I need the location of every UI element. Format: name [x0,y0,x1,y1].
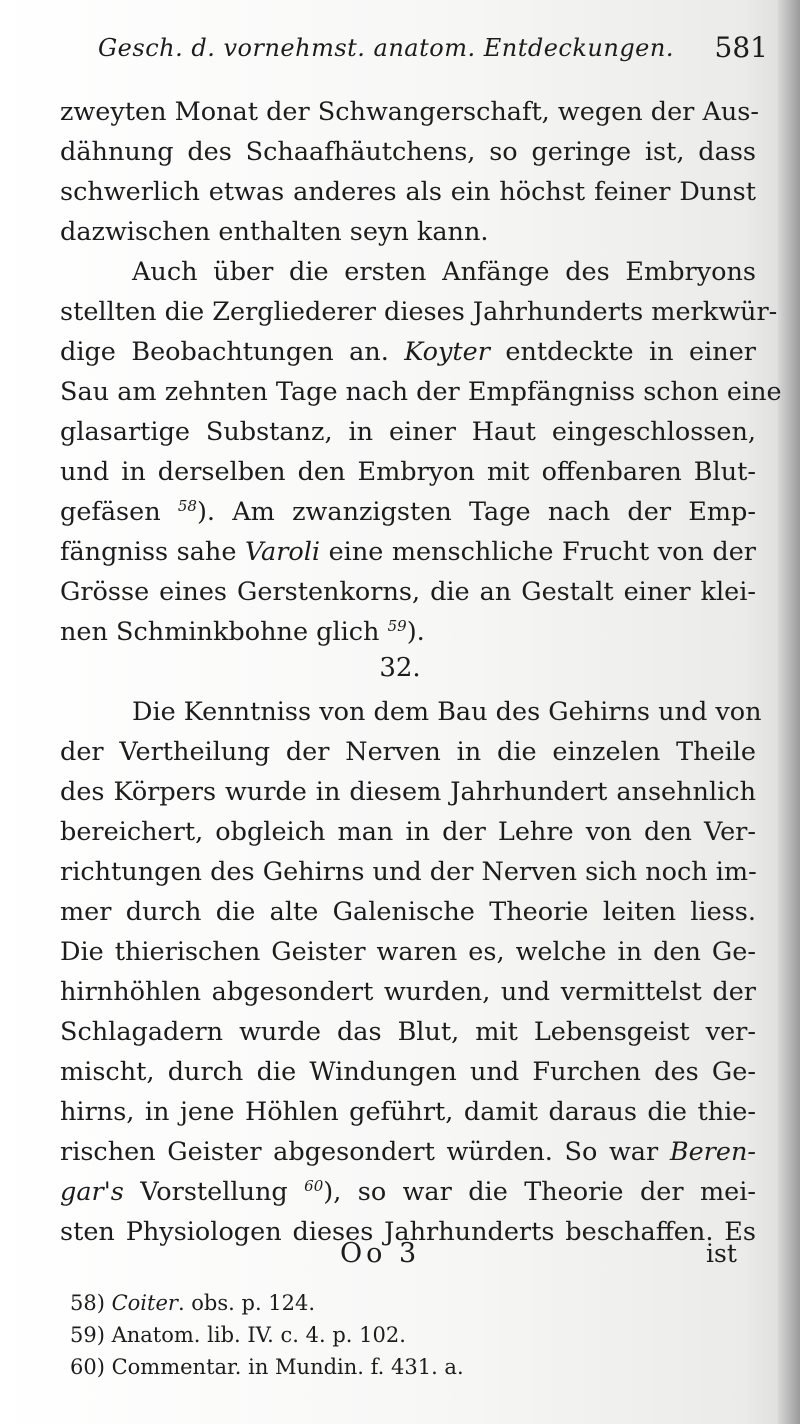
italic-name: Koyter [404,337,490,367]
text-line [60,452,756,492]
italic-name: Varoli [244,537,321,567]
text-run: stellten die Zergliederer dieses Jahrhunderts merkwür- [60,297,778,327]
text-run: . obs. p. 124. [177,1291,316,1315]
text-line [60,252,756,292]
text-run: Die Kenntniss von dem Bau des Gehirns und von [132,697,762,727]
text-run: richtungen des Gehirns und der Nerven sich noch im- [60,857,757,887]
footnote-number: 58) [70,1291,112,1315]
text-line [60,892,756,932]
text-run: hirns, in jene Höhlen geführt, damit daraus die thie- [60,1097,756,1127]
footnote [70,1350,670,1384]
text-run: Sau am zehnten Tage nach der Empfängniss schon eine [60,377,782,407]
text-line [60,812,756,852]
text-line [60,1172,756,1212]
text-run: ). Am zwanzigsten Tage nach der Emp- [196,497,756,527]
text-run: gefäsen [60,497,178,527]
footnote-reference: 58 [177,497,197,515]
text-run: und in derselben den Embryon mit offenbaren Blut- [60,457,756,487]
text-line [60,332,756,372]
text-run: der Vertheilung der Nerven in die einzelen Theile [60,737,756,767]
text-run: Vorstellung [123,1177,305,1207]
text-line [60,132,756,172]
text-run: mer durch die alte Galenische Theorie leiten liess. [60,897,756,927]
page-header [98,28,768,68]
text-line [60,1092,756,1132]
text-line [60,772,756,812]
text-line [60,212,756,252]
italic-name: Beren- [669,1137,756,1167]
running-head: Gesch. d. vornehmst. anatom. Entdeckungen. [98,34,674,62]
text-run: fängniss sahe [60,537,245,567]
text-line [60,572,756,612]
text-run: ), so war die Theorie der mei- [323,1177,757,1207]
text-run: glasartige Substanz, in einer Haut eingeschlossen, [60,417,756,447]
signature-mark: Oo 3 [340,1238,421,1269]
page-number: 581 [714,31,768,64]
text-run: des Körpers wurde in diesem Jahrhundert ansehnlich [60,777,756,807]
text-line [60,532,756,572]
footnote-number: 59) [70,1323,112,1347]
text-run: Grösse eines Gerstenkorns, die an Gestalt einer klei- [60,577,756,607]
footnote-reference: 60 [304,1177,324,1195]
text-line [60,612,756,652]
text-line [60,492,756,532]
page-edge-shadow [778,0,800,1424]
section-number: 32. [379,653,421,683]
text-line [60,172,756,212]
footnote-number: 60) [70,1355,112,1379]
text-run: ). [406,617,425,647]
italic-name: gar's [60,1177,124,1207]
italic-name: Coiter [111,1291,178,1315]
catchword: ist [706,1239,737,1268]
text-run: Auch über die ersten Anfänge des Embryons [132,257,756,287]
text-run: hirnhöhlen abgesondert wurden, und vermittelst der [60,977,756,1007]
text-run: Anatom. lib. IV. c. 4. p. 102. [111,1323,406,1347]
text-run: nen Schminkbohne glich [60,617,388,647]
text-run: dazwischen enthalten seyn kann. [60,217,489,247]
text-line [60,412,756,452]
text-run: schwerlich etwas anderes als ein höchst feiner Dunst [60,177,756,207]
text-run: Schlagadern wurde das Blut, mit Lebensgeist ver- [60,1017,756,1047]
text-line [60,1132,756,1172]
text-run: eine menschliche Frucht von der [320,537,756,567]
text-line [60,692,762,732]
text-run: entdeckte in einer [489,337,756,367]
text-line [60,732,756,772]
text-line [60,92,760,132]
footnote [70,1318,670,1352]
text-run: sten Physiologen dieses Jahrhunderts beschaffen. Es [60,1217,756,1247]
text-line [60,1052,756,1092]
text-run: dige Beobachtungen an. [60,337,405,367]
footnote-reference: 59 [387,617,407,635]
text-line [60,972,756,1012]
text-line [60,932,756,972]
text-run: mischt, durch die Windungen und Furchen des Ge- [60,1057,756,1087]
text-run: Die thierischen Geister waren es, welche in den Ge- [60,937,756,967]
text-line [60,292,778,332]
text-run: bereichert, obgleich man in der Lehre von den Ver- [60,817,756,847]
text-run: rischen Geister abgesondert würden. So war [60,1137,670,1167]
text-run: dähnung des Schaafhäutchens, so geringe ist, dass [60,137,756,167]
text-line [60,852,756,892]
text-run: zweyten Monat der Schwangerschaft, wegen der Aus- [60,97,760,127]
footnote [70,1286,670,1320]
text-line [60,372,782,412]
text-line [60,1012,756,1052]
text-run: Commentar. in Mundin. f. 431. a. [111,1355,464,1379]
